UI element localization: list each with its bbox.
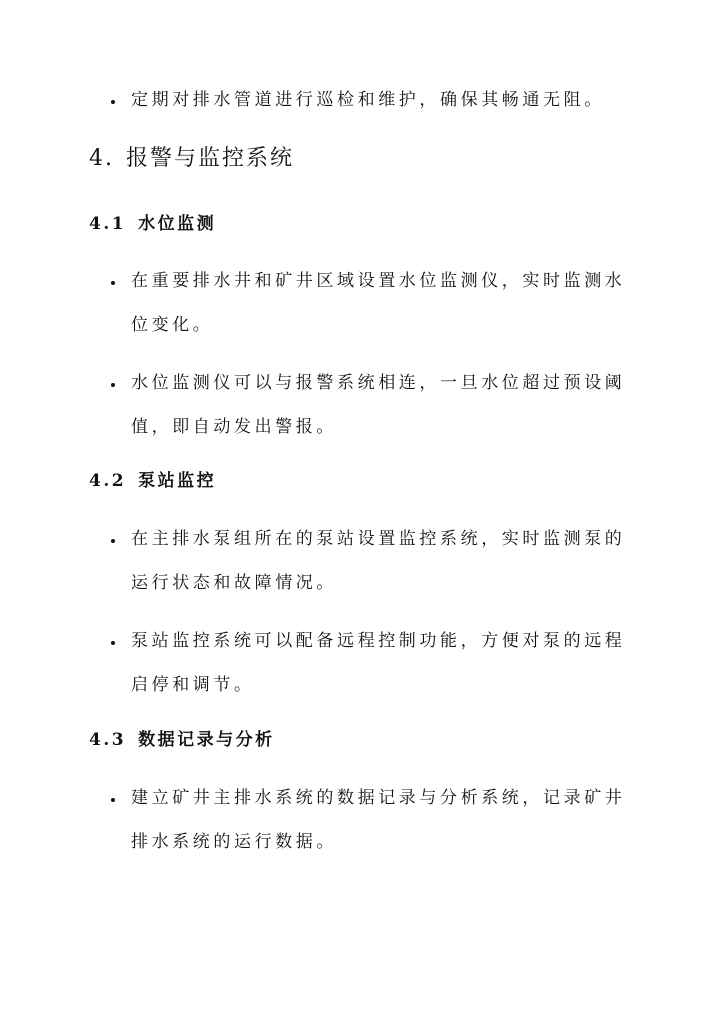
bullet-text: 定期对排水管道进行巡检和维护，确保其畅通无阻。 bbox=[131, 90, 605, 110]
subsection-number: 4.1 bbox=[89, 214, 127, 234]
subsection-title: 数据记录与分析 bbox=[138, 730, 275, 750]
subsection-title: 水位监测 bbox=[138, 214, 217, 234]
subsection-heading bbox=[89, 216, 216, 233]
section-title: 报警与监控系统 bbox=[126, 146, 295, 171]
subsection-heading bbox=[89, 473, 216, 490]
bullet-text: 建立矿井主排水系统的数据记录与分析系统，记录矿井排水系统的运行数据。 bbox=[131, 788, 626, 852]
bullet-icon bbox=[111, 281, 115, 285]
subsection-number: 4.3 bbox=[89, 730, 127, 750]
bullet-icon bbox=[111, 798, 115, 802]
bullet-icon bbox=[111, 100, 115, 104]
bullet-text: 在主排水泵组所在的泵站设置监控系统，实时监测泵的运行状态和故障情况。 bbox=[131, 529, 626, 593]
bullet-text: 水位监测仪可以与报警系统相连，一旦水位超过预设阈值，即自动发出警报。 bbox=[131, 373, 626, 437]
bullet-icon bbox=[111, 641, 115, 645]
bullet-text: 泵站监控系统可以配备远程控制功能，方便对泵的远程启停和调节。 bbox=[131, 631, 626, 695]
section-number: 4. bbox=[89, 146, 114, 171]
section-heading bbox=[89, 148, 294, 170]
subsection-title: 泵站监控 bbox=[138, 471, 217, 491]
subsection-heading bbox=[89, 732, 275, 749]
bullet-text: 在重要排水井和矿井区域设置水位监测仪，实时监测水位变化。 bbox=[131, 271, 626, 335]
bullet-icon bbox=[111, 383, 115, 387]
subsection-number: 4.2 bbox=[89, 471, 127, 491]
bullet-icon bbox=[111, 539, 115, 543]
